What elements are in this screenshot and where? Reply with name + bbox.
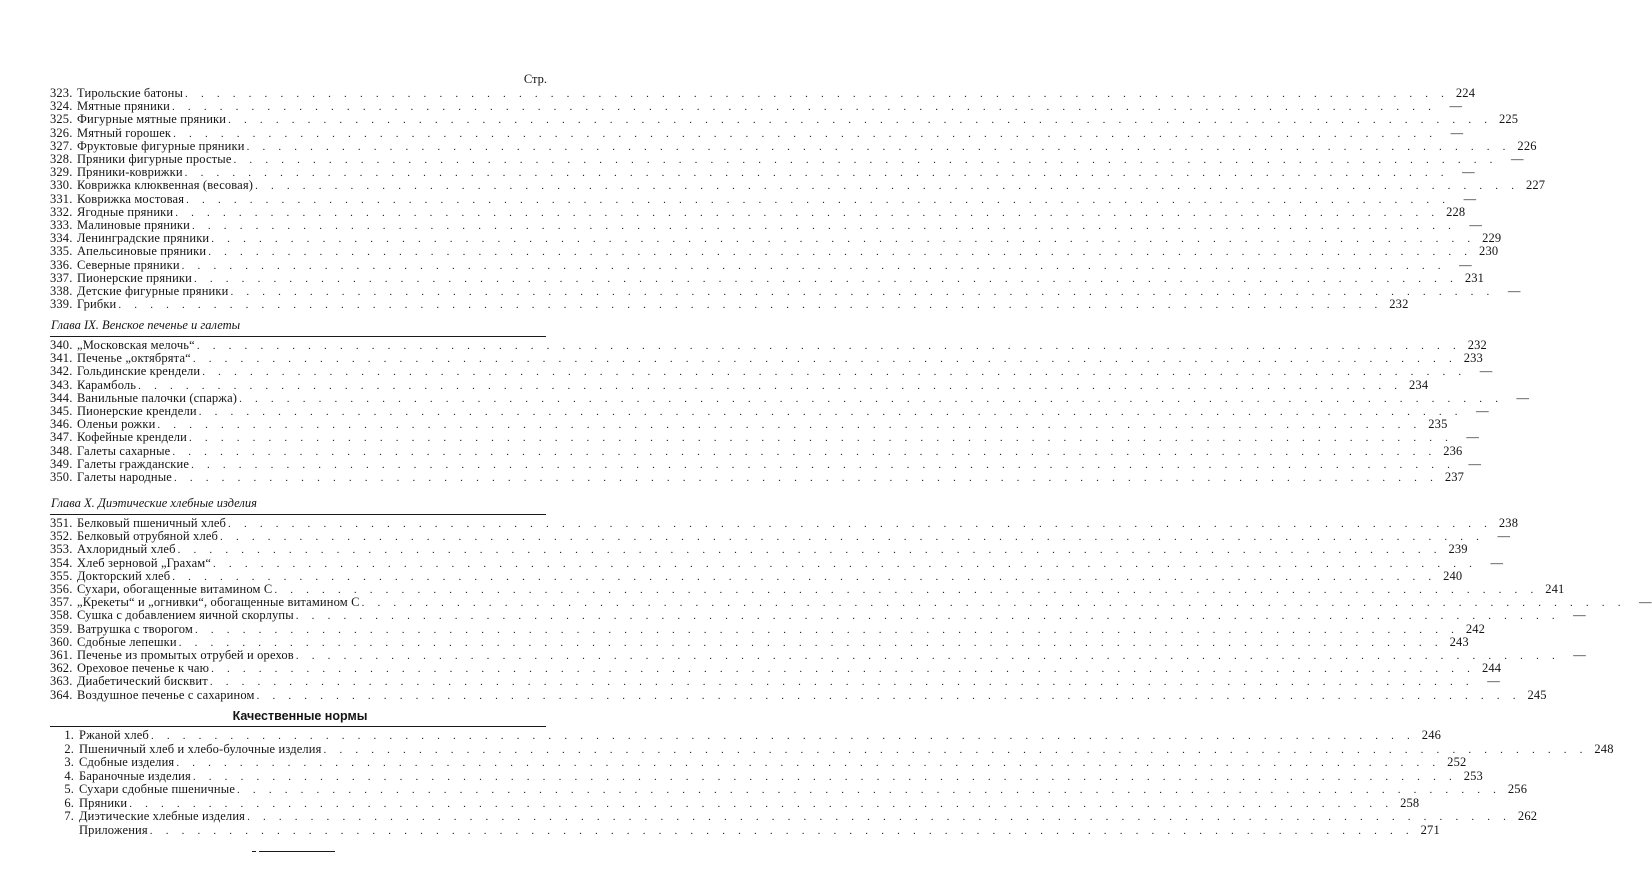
toc-entry [50,542,1468,557]
quality-norms-heading: Качественные нормы [232,709,368,723]
toc-entry-page: — [1468,456,1482,471]
toc-entry-page: 234 [1409,377,1429,392]
toc-entry-title: Малиновые пряники [77,218,190,232]
toc-entry [50,728,1441,742]
chapter-10-rule [50,514,546,515]
toc-entry-number: 2. [64,741,74,756]
toc-entry-page: 252 [1447,755,1467,769]
dot-leader: . . . . . . . . . . . . . . . . . . . . . . . . . . . . . . . . . . . . . . . . . . . . . . . . . . . . . . . . . . . . . . . . . . . . . . . . . . . . . . . . [239,392,1504,405]
toc-entry [50,443,1463,458]
toc-entry-number: 328. [50,152,73,166]
toc-entry-number: 361. [50,648,73,662]
toc-entry-page: 245 [1527,687,1547,702]
toc-entry-number: 359. [50,621,73,636]
toc-entry-title: Пшеничный хлеб и хлебо-булочные изделия [79,741,322,756]
toc-entry-page: — [1573,648,1586,662]
toc-entry-page: — [1510,152,1524,166]
toc-entry-page: 253 [1463,768,1483,783]
toc-entry-page: 224 [1455,86,1476,100]
dot-leader: . . . . . . . . . . . . . . . . . . . . . . . . . . . . . . . . . . . . . . . . . . . . . . . . . . . . . . . . . . . . . . . . . . . . . . . . . . . . . . . . [247,811,1512,823]
toc-entry-number: 364. [50,687,73,702]
dot-leader: . . . . . . . . . . . . . . . . . . . . . . . . . . . . . . . . . . . . . . . . . . . . . . . . . . . . . . . . . . . . . . . . . . . . . . . . . . . . . . . . [295,610,1560,623]
toc-entry [50,86,1476,100]
toc-entry [50,648,1586,662]
toc-entry-page: 243 [1449,634,1469,649]
dot-leader: . . . . . . . . . . . . . . . . . . . . . . . . . . . . . . . . . . . . . . . . . . . . . . . . . . . . . . . . . . . . . . . . . . . . . . . . . . . . . . . . [202,366,1467,379]
toc-entry-title: Гольдинские крендели [77,364,201,379]
toc-entry [50,621,1486,636]
toc-entry [50,138,1537,153]
dot-leader: . . . . . . . . . . . . . . . . . . . . . . . . . . . . . . . . . . . . . . . . . . . . . . . . . . . . . . . . . . . . . . . . . . . . . . . . . . . . . . . . [189,432,1454,445]
toc-entry-title: Пряники фигурные простые [77,152,232,166]
toc-entry-title: Ватрушка с творогом [77,621,193,636]
toc-entry-number: 330. [50,178,73,193]
toc-entry-number: 348. [50,443,73,458]
toc-entry-number: 325. [50,112,73,127]
toc-entry-title: Пряники-коврижки [77,165,183,180]
toc-entry [50,204,1466,219]
toc-entry [50,555,1504,570]
toc-entry-page: — [1450,125,1464,140]
toc-entry-title: Диабетический бисквит [77,674,208,689]
toc-entry-title: Ленинградские пряники [77,231,210,246]
toc-entry [50,165,1475,180]
toc-entry-title: Пионерские пряники [77,270,192,285]
toc-entry-page: — [1479,364,1493,379]
toc-entry-page: — [1490,555,1504,570]
toc-entry-number: 4. [64,768,74,783]
toc-entry-number: 6. [64,795,74,810]
toc-entry-title: Белковый пшеничный хлеб [77,516,227,530]
dot-leader: . . . . . . . . . . . . . . . . . . . . . . . . . . . . . . . . . . . . . . . . . . . . . . . . . . . . . . . . . . . . . . . . . . . . . . . . . . . . . . . . [185,88,1450,100]
toc-entry-title: „Московская мелочь“ [77,338,195,352]
dot-leader: . . . . . . . . . . . . . . . . . . . . . . . . . . . . . . . . . . . . . . . . . . . . . . . . . . . . . . . . . . . . . . . . . . . . . . . . . . . . . . . . [211,663,1476,676]
toc-entry-number: 332. [50,204,73,219]
dot-leader: . . . . . . . . . . . . . . . . . . . . . . . . . . . . . . . . . . . . . . . . . . . . . . . . . . . . . . . . . . . . . . . . . . . . . . . . . . . . . . . . [192,770,1457,783]
toc-entry-page: 227 [1525,178,1546,193]
toc-entry-title: Галеты народные [77,470,172,484]
toc-entry [50,270,1485,285]
toc-entry-title: Детские фигурные пряники [77,284,229,298]
toc-entry-page: 239 [1448,542,1468,557]
toc-entry [50,582,1565,596]
toc-entry-page: 236 [1443,443,1463,458]
toc-entry-number: 344. [50,390,73,405]
toc-entry-title: Сдобные изделия [79,755,175,769]
toc-entry [50,687,1547,702]
toc-entry-number: 355. [50,568,73,583]
toc-entry-number: 340. [50,338,73,352]
toc-entry [50,404,1489,418]
toc-entry-page: — [1469,218,1483,232]
toc-entry [50,768,1483,783]
toc-entry-number: 353. [50,542,73,557]
toc-entry-number: 347. [50,430,73,445]
toc-entry [50,741,1614,756]
toc-entry-page: 244 [1481,661,1502,676]
toc-entry-page: 256 [1507,782,1528,796]
toc-entry-number: 338. [50,284,73,298]
toc-entry-page: 229 [1482,231,1502,246]
toc-entry-page: 246 [1421,728,1441,742]
toc-entry-number: 342. [50,364,73,379]
toc-entry-title: Приложения [79,822,148,837]
quality-norms-rule [50,726,546,727]
toc-entry-page: — [1497,529,1511,544]
toc-entry-number: 362. [50,661,73,676]
toc-entry-page: — [1507,284,1521,298]
toc-entry-title: Ржаной хлеб [79,728,149,742]
dot-leader: . . . . . . . . . . . . . . . . . . . . . . . . . . . . . . . . . . . . . . . . . . . . . . . . . . . . . . . . . . . . . . . . . . . . . . . . . . . . . . . . [198,406,1463,418]
toc-entry-number: 334. [50,231,73,246]
toc-entry [50,809,1538,823]
dot-leader: . . . . . . . . . . . . . . . . . . . . . . . . . . . . . . . . . . . . . . . . . . . . . . . . . . . . . . . . . . . . . . . . . . . . . . . . . . . . . . . . [295,650,1560,662]
dot-leader: . . . . . . . . . . . . . . . . . . . . . . . . . . . . . . . . . . . . . . . . . . . . . . . . . . . . . . . . . . . . . . . . . . . . . . . . . . . . . . . . [150,730,1415,742]
toc-entry [50,338,1487,352]
toc-entry-title: Докторский хлеб [77,568,171,583]
dot-leader: . . . . . . . . . . . . . . . . . . . . . . . . . . . . . . . . . . . . . . . . . . . . . . . . . . . . . . . . . . . . . . . . . . . . . . . . . . . . . . . . [175,206,1440,219]
dot-leader: . . . . . . . . . . . . . . . . . . . . . . . . . . . . . . . . . . . . . . . . . . . . . . . . . . . . . . . . . . . . . . . . . . . . . . . . . . . . . . . . [228,114,1493,127]
toc-entry-title: Мятный горошек [77,125,172,140]
dot-leader: . . . . . . . . . . . . . . . . . . . . . . . . . . . . . . . . . . . . . . . . . . . . . . . . . . . . . . . . . . . . . . . . . . . . . . . . . . . . . . . . [118,299,1383,312]
toc-entry [50,284,1521,298]
toc-entry-title: Галеты сахарные [77,443,171,458]
toc-entry-title: Коврижка клюквенная (весовая) [77,178,254,193]
dot-leader: . . . . . . . . . . . . . . . . . . . . . . . . . . . . . . . . . . . . . . . . . . . . . . . . . . . . . . . . . . . . . . . . . . . . . . . . . . . . . . . . [213,557,1478,570]
dot-leader: . . . . . . . . . . . . . . . . . . . . . . . . . . . . . . . . . . . . . . . . . . . . . . . . . . . . . . . . . . . . . . . . . . . . . . . . . . . . . . . . [192,353,1457,366]
toc-entry-title: Пионерские крендели [77,404,197,418]
toc-entry [50,125,1464,140]
toc-entry-number: 350. [50,470,73,484]
toc-entry [50,417,1448,432]
toc-entry-title: Ореховое печенье к чаю [77,661,210,676]
dot-leader: . . . . . . . . . . . . . . . . . . . . . . . . . . . . . . . . . . . . . . . . . . . . . . . . . . . . . . . . . . . . . . . . . . . . . . . . . . . . . . . . [178,636,1443,649]
toc-entry-title: Воздушное печенье с сахарином [77,687,255,702]
toc-entry-number: 341. [50,351,73,366]
toc-entry-number: 333. [50,218,73,232]
toc-entry-title: Коврижка мостовая [77,191,185,206]
toc-entry-page: — [1462,165,1475,180]
toc-entry-number: 337. [50,270,73,285]
toc-entry [50,568,1463,583]
toc-entry-title: Ягодные пряники [77,204,174,219]
toc-entry-title: Сухари сдобные пшеничные [79,782,236,796]
toc-entry [50,178,1546,193]
toc-entry-title: Кофейные крендели [77,430,188,445]
toc-entry-page: 231 [1464,270,1485,285]
dot-leader: . . . . . . . . . . . . . . . . . . . . . . . . . . . . . . . . . . . . . . . . . . . . . . . . . . . . . . . . . . . . . . . . . . . . . . . . . . . . . . . . [256,689,1521,702]
toc-entry-page: 271 [1420,822,1440,837]
dot-leader: . . . . . . . . . . . . . . . . . . . . . . . . . . . . . . . . . . . . . . . . . . . . . . . . . . . . . . . . . . . . . . . . . . . . . . . . . . . . . . . . [191,458,1456,471]
toc-entry-page: 240 [1443,568,1463,583]
dot-leader: . . . . . . . . . . . . . . . . . . . . . . . . . . . . . . . . . . . . . . . . . . . . . . . . . . . . . . . . . . . . . . . . . . . . . . . . . . . . . . . . [129,797,1394,810]
toc-entry-number: 352. [50,529,73,544]
toc-entry-title: Карамболь [77,377,137,392]
toc-entry-number: 357. [50,595,73,610]
toc-entry-title: Фигурные мятные пряники [77,112,227,127]
toc-entry-title: Северные пряники [77,257,180,272]
dot-leader: . . . . . . . . . . . . . . . . . . . . . . . . . . . . . . . . . . . . . . . . . . . . . . . . . . . . . . . . . . . . . . . . . . . . . . . . . . . . . . . . [186,193,1451,206]
toc-entry [50,456,1482,471]
dot-leader: . . . . . . . . . . . . . . . . . . . . . . . . . . . . . . . . . . . . . . . . . . . . . . . . . . . . . . . . . . . . . . . . . . . . . . . . . . . . . . . . [209,676,1474,689]
dot-leader: . . . . . . . . . . . . . . . . . . . . . . . . . . . . . . . . . . . . . . . . . . . . . . . . . . . . . . . . . . . . . . . . . . . . . . . . . . . . . . . . [172,445,1437,458]
toc-entry-title: Сухари, обогащенные витамином С [77,582,273,596]
toc-entry-number: 345. [50,404,73,418]
toc-entry-number: 5. [64,782,74,796]
toc-entry [50,364,1493,379]
toc-entry-page: — [1476,404,1489,418]
toc-entry [50,674,1500,689]
toc-entry-number: 363. [50,674,73,689]
page-column-label: Стр. [523,72,547,86]
toc-entry-number: 339. [50,297,73,312]
toc-entry-number: 354. [50,555,73,570]
dot-leader: . . . . . . . . . . . . . . . . . . . . . . . . . . . . . . . . . . . . . . . . . . . . . . . . . . . . . . . . . . . . . . . . . . . . . . . . . . . . . . . . [220,531,1485,544]
toc-entry-number: 7. [64,809,74,823]
toc-entry-title: Галеты гражданские [77,456,190,471]
dot-leader: . . . . . . . . . . . . . . . . . . . . . . . . . . . . . . . . . . . . . . . . . . . . . . . . . . . . . . . . . . . . . . . . . . . . . . . . . . . . . . . . [177,544,1442,557]
toc-entry-page: — [1487,674,1500,689]
toc-entry-title: Белковый отрубяной хлеб [77,529,219,544]
dot-leader: . . . . . . . . . . . . . . . . . . . . . . . . . . . . . . . . . . . . . . . . . . . . . . . . . . . . . . . . . . . . . . . . . . . . . . . . . . . . . . . . [195,623,1460,636]
toc-entry-title: Сдобные лепешки [77,634,177,649]
dot-leader: . . . . . . . . . . . . . . . . . . . . . . . . . . . . . . . . . . . . . . . . . . . . . . . . . . . . . . . . . . . . . . . . . . . . . . . . . . . . . . . . [184,167,1449,180]
toc-entry [50,795,1420,810]
toc-entry [50,218,1483,232]
dot-leader: . . . . . . . . . . . . . . . . . . . . . . . . . . . . . . . . . . . . . . . . . . . . . . . . . . . . . . . . . . . . . . . . . . . . . . . . . . . . . . . . [323,743,1588,756]
toc-entry-title: Хлеб зерновой „Грахам“ [77,555,212,570]
toc-entry-page: — [1459,257,1472,272]
toc-entry [50,152,1524,166]
toc-entry-page: — [1573,608,1586,623]
toc-entry-title: Пряники [79,795,128,810]
toc-entry [50,257,1472,272]
chapter-heading-9: Глава IX. Венское печенье и галеты [51,318,241,332]
toc-entry-title: Печенье „октябрята“ [77,351,191,366]
toc-entry-title: Фруктовые фигурные пряники [77,138,245,153]
dot-leader: . . . . . . . . . . . . . . . . . . . . . . . . . . . . . . . . . . . . . . . . . . . . . . . . . . . . . . . . . . . . . . . . . . . . . . . . . . . . . . . . [173,127,1438,140]
toc-entry-title: Ванильные палочки (спаржа) [77,390,238,405]
toc-entry-number: 327. [50,138,73,153]
toc-entry-page: — [1639,595,1652,610]
dot-leader: . . . . . . . . . . . . . . . . . . . . . . . . . . . . . . . . . . . . . . . . . . . . . . . . . . . . . . . . . . . . . . . . . . . . . . . . . . . . . . . . [230,286,1495,298]
toc-entry [50,99,1463,114]
toc-entry-number: 358. [50,608,73,623]
toc-entry-title: Мятные пряники [77,99,171,114]
dot-leader: . . . . . . . . . . . . . . . . . . . . . . . . . . . . . . . . . . . . . . . . . . . . . . . . . . . . . . . . . . . . . . . . . . . . . . . . . . . . . . . . [172,570,1437,583]
dot-leader: . . . . . . . . . . . . . . . . . . . . . . . . . . . . . . . . . . . . . . . . . . . . . . . . . . . . . . . . . . . . . . . . . . . . . . . . . . . . . . . . [172,101,1437,114]
dot-leader: . . . . . . . . . . . . . . . . . . . . . . . . . . . . . . . . . . . . . . . . . . . . . . . . . . . . . . . . . . . . . . . . . . . . . . . . . . . . . . . . [181,259,1446,272]
toc-entry-number: 356. [50,582,73,596]
toc-entry [50,351,1483,366]
toc-entry-page: 235 [1428,417,1448,432]
dot-leader: . . . . . . . . . . . . . . . . . . . . . . . . . . . . . . . . . . . . . . . . . . . . . . . . . . . . . . . . . . . . . . . . . . . . . . . . . . . . . . . . [157,419,1422,432]
toc-entry-number: 351. [50,516,73,530]
toc-entry [50,390,1530,405]
toc-entry-page: 232 [1467,338,1487,352]
toc-entry [50,516,1519,530]
toc-entry-title: Оленьи рожки [77,417,156,432]
dot-leader: . . . . . . . . . . . . . . . . . . . . . . . . . . . . . . . . . . . . . . . . . . . . . . . . . . . . . . . . . . . . . . . . . . . . . . . . . . . . . . . . [211,233,1476,246]
toc-entry [50,377,1429,392]
toc-entry-number: 324. [50,99,73,114]
toc-entry-page: 225 [1498,112,1519,127]
toc-entry-number: 336. [50,257,73,272]
toc-entry-title: Тирольские батоны [77,86,184,100]
toc-entry [50,608,1586,623]
toc-entry [50,634,1469,649]
toc-entry-page: 248 [1594,741,1614,756]
toc-entry-page: — [1449,99,1463,114]
dot-leader: . . . . . . . . . . . . . . . . . . . . . . . . . . . . . . . . . . . . . . . . . . . . . . . . . . . . . . . . . . . . . . . . . . . . . . . . . . . . . . . . [138,379,1403,392]
toc-entry [50,112,1519,127]
dot-leader: . . . . . . . . . . . . . . . . . . . . . . . . . . . . . . . . . . . . . . . . . . . . . . . . . . . . . . . . . . . . . . . . . . . . . . . . . . . . . . . . [233,154,1498,166]
toc-entry [50,822,1440,837]
toc-entry-number: 343. [50,377,73,392]
toc-entry-number: 329. [50,165,73,180]
toc-entry-title: Ахлоридный хлеб [77,542,176,557]
dot-leader: . . . . . . . . . . . . . . . . . . . . . . . . . . . . . . . . . . . . . . . . . . . . . . . . . . . . . . . . . . . . . . . . . . . . . . . . . . . . . . . . [192,220,1457,232]
dot-leader: . . . . . . . . . . . . . . . . . . . . . . . . . . . . . . . . . . . . . . . . . . . . . . . . . . . . . . . . . . . . . . . . . . . . . . . . . . . . . . . . [176,757,1441,769]
dot-leader: . . . . . . . . . . . . . . . . . . . . . . . . . . . . . . . . . . . . . . . . . . . . . . . . . . . . . . . . . . . . . . . . . . . . . . . . . . . . . . . . [173,472,1439,484]
toc-entry [50,191,1477,206]
chapter-heading-10: Глава X. Диэтические хлебные изделия [51,496,257,510]
toc-entry-title: Бараночные изделия [79,768,191,783]
toc-entry-number: 1. [64,728,74,742]
toc-entry [50,430,1480,445]
toc-entry-page: 242 [1465,621,1486,636]
toc-entry [50,231,1502,246]
dot-leader: . . . . . . . . . . . . . . . . . . . . . . . . . . . . . . . . . . . . . . . . . . . . . . . . . . . . . . . . . . . . . . . . . . . . . . . . . . . . . . . . [255,180,1520,193]
toc-entry [50,755,1467,769]
toc-entry-page: 233 [1463,351,1483,366]
toc-entry-page: — [1516,390,1530,405]
chapter-9-rule [50,336,546,337]
dot-leader: . . . . . . . . . . . . . . . . . . . . . . . . . . . . . . . . . . . . . . . . . . . . . . . . . . . . . . . . . . . . . . . . . . . . . . . . . . . . . . . . [274,584,1539,596]
dot-leader: . . . . . . . . . . . . . . . . . . . . . . . . . . . . . . . . . . . . . . . . . . . . . . . . . . . . . . . . . . . . . . . . . . . . . . . . . . . . . . . . [193,272,1459,285]
toc-entry-page: 237 [1444,470,1465,484]
toc-entry-page: 258 [1400,795,1420,810]
toc-entry-number: 3. [64,755,74,769]
toc-entry-number: 349. [50,456,73,471]
dot-leader: . . . . . . . . . . . . . . . . . . . . . . . . . . . . . . . . . . . . . . . . . . . . . . . . . . . . . . . . . . . . . . . . . . . . . . . . . . . . . . . . [361,597,1626,610]
dot-leader: . . . . . . . . . . . . . . . . . . . . . . . . . . . . . . . . . . . . . . . . . . . . . . . . . . . . . . . . . . . . . . . . . . . . . . . . . . . . . . . . [237,784,1502,796]
toc-entry-title: Печенье из промытых отрубей и орехов [77,648,294,662]
toc-entry-page: 238 [1498,516,1519,530]
toc-entry [50,470,1465,484]
toc-entry [50,595,1652,610]
toc-entry-title: Сушка с добавлением яичной скорлупы [77,608,294,623]
toc-entry [50,297,1409,312]
toc-entry-page: — [1463,191,1477,206]
dot-leader: . . . . . . . . . . . . . . . . . . . . . . . . . . . . . . . . . . . . . . . . . . . . . . . . . . . . . . . . . . . . . . . . . . . . . . . . . . . . . . . . [246,140,1511,153]
toc-entry-title: Диэтические хлебные изделия [79,809,246,823]
toc-entry-page: 226 [1517,138,1537,153]
toc-entry-page: 230 [1479,244,1499,259]
toc-entry [50,529,1511,544]
toc-entry-number: 331. [50,191,73,206]
toc-entry-page: — [1466,430,1480,445]
toc-entry-number: 326. [50,125,73,140]
dot-leader: . . . . . . . . . . . . . . . . . . . . . . . . . . . . . . . . . . . . . . . . . . . . . . . . . . . . . . . . . . . . . . . . . . . . . . . . . . . . . . . . [228,518,1493,530]
toc-entry-number: 335. [50,244,73,259]
toc-entry-page: 228 [1446,204,1466,219]
dot-leader: . . . . . . . . . . . . . . . . . . . . . . . . . . . . . . . . . . . . . . . . . . . . . . . . . . . . . . . . . . . . . . . . . . . . . . . . . . . . . . . . [149,824,1414,837]
toc-entry-title: Апельсиновые пряники [77,244,207,259]
toc-entry [50,782,1528,796]
toc-entry-number: 346. [50,417,73,432]
toc-entry-number: 360. [50,634,73,649]
toc-entry [50,244,1499,259]
toc-entry-title: „Крекеты“ и „огнивки“, обогащенные витамином С [77,595,360,610]
toc-entry [50,661,1502,676]
toc-entry-page: 232 [1389,297,1409,312]
toc-entry-page: 262 [1517,809,1538,823]
toc-entry-number: 323. [50,86,73,100]
dot-leader: . . . . . . . . . . . . . . . . . . . . . . . . . . . . . . . . . . . . . . . . . . . . . . . . . . . . . . . . . . . . . . . . . . . . . . . . . . . . . . . . [208,246,1473,259]
toc-entry-page: 241 [1545,582,1565,596]
dot-leader: . . . . . . . . . . . . . . . . . . . . . . . . . . . . . . . . . . . . . . . . . . . . . . . . . . . . . . . . . . . . . . . . . . . . . . . . . . . . . . . . [196,340,1461,352]
footer-rule [259,851,335,852]
toc-entry-title: Грибки [77,297,117,312]
